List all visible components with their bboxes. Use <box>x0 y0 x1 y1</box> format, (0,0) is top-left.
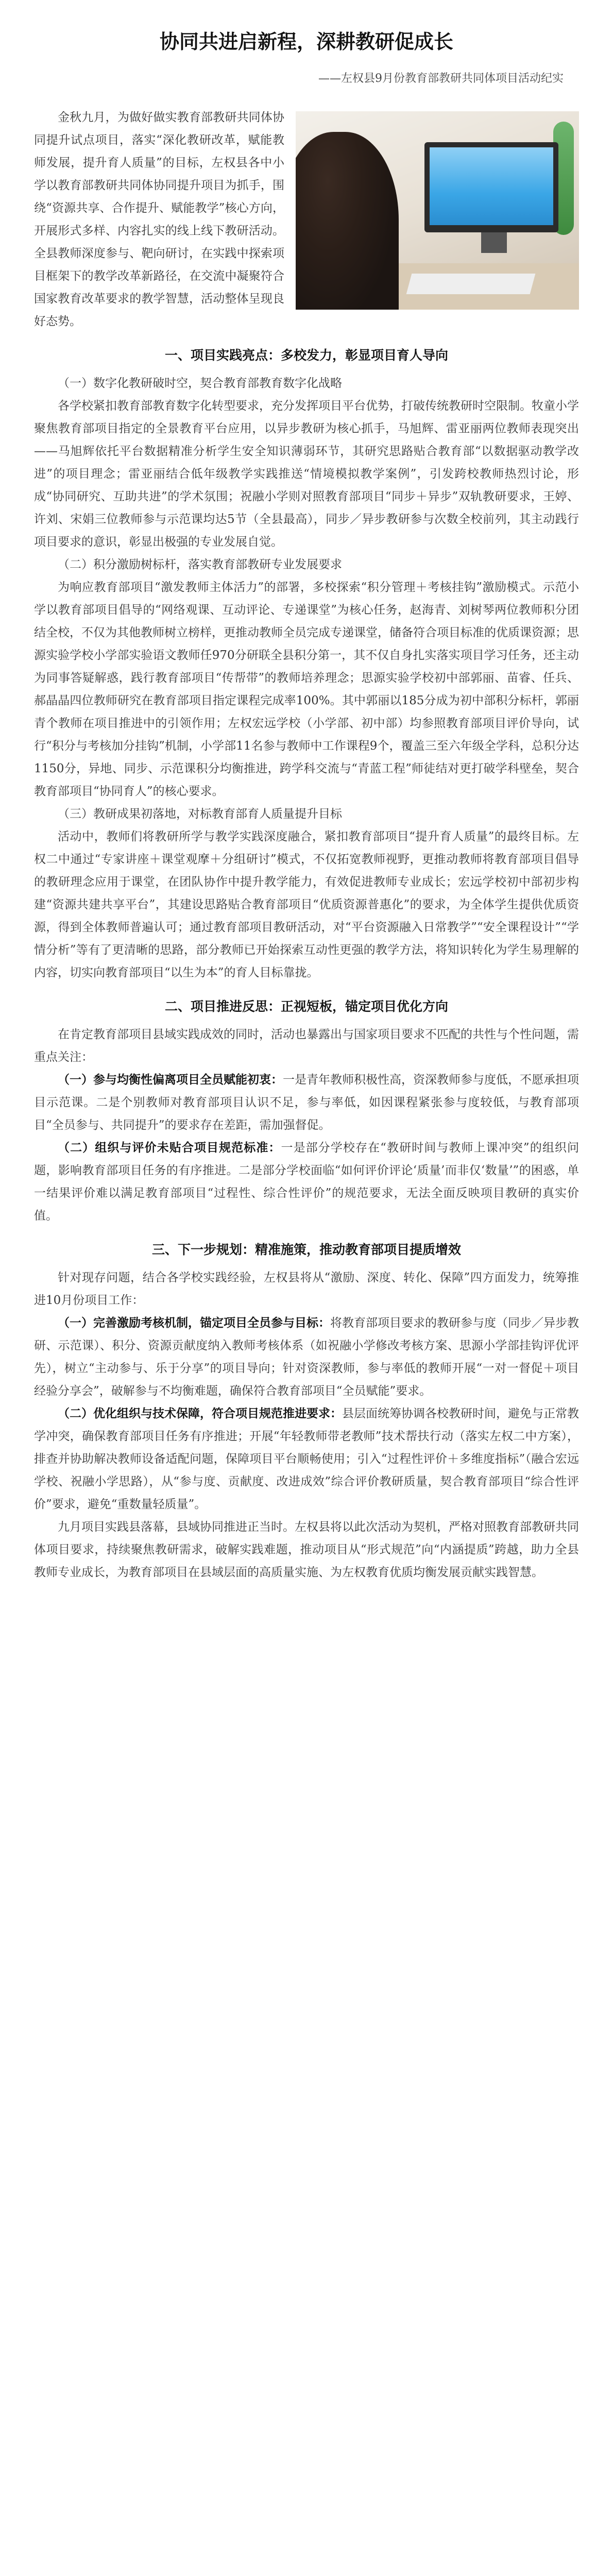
section1-paragraph3: 活动中，教师们将教研所学与教学实践深度融合，紧扣教育部项目“提升育人质量”的最终目标。左权二中通过“专家讲座＋课堂观摩＋分组研讨”模式，不仅拓宽教师视野，更推动教师将教育部项目倡导的教研理念应用于课堂，在团队协作中提升教学能力，有效促进教师专业成长；宏远学校初中部初步构建“资源共建共享平台”，其建设思路贴合教育部项目“优质资源普惠化”的要求，为全体学生提供优质资源，得到全体教师普遍认可；通过教育部项目教研活动，对“平台资源融入日常教学”“安全课程设计”“学情分析”等有了更清晰的思路，部分教师已开始探索互动性更强的教学方法，将知识转化为学生易理解的内容，切实向教育部项目“以生为本”的育人目标靠拢。 <box>34 830 579 979</box>
section1-sub1: （一）数字化教研破时空，契合教育部教育数字化战略 <box>58 377 342 390</box>
section1-sub2: （二）积分激励树标杆，落实教育部教研专业发展要求 <box>58 558 342 571</box>
monitor-shape <box>424 142 558 232</box>
section3-p2-text: 县层面统筹协调各校教研时间，避免与正常教学冲突，确保教育部项目任务有序推进；开展“年轻教师带老教师”技术帮扶行动（落实左权二中方案），排查并协助解决教师设备适配问题，保障项目平台顺畅使用；引入“过程性评价＋多维度指标”（融合宏远学校、祝融小学思路），从“参与度、贡献度、改进成效”综合评价教研质量，契合教育部项目“综合性评价”要求，避免“重数量轻质量”。 <box>34 1407 579 1511</box>
section1-sub3: （三）教研成果初落地，对标教育部育人质量提升目标 <box>58 807 342 821</box>
teacher-figure-shape <box>296 132 399 310</box>
article-subtitle: ——左权县9月份教育部教研共同体项目活动纪实 <box>318 72 564 85</box>
section3-p1-text: 将教育部项目要求的教研参与度（同步／异步教研、示范课）、积分、资源贡献度纳入教师考核体系（如祝融小学修改考核方案、思源小学部挂钩评优评先），树立“主动参与、乐于分享”的项目导向；针对资深教师，参与率低的教师开展“一对一督促＋项目经验分享会”，破解参与不均衡难题，确保符合教育部项目“全员赋能”要求。 <box>34 1316 579 1398</box>
section3-p1-label: （一）完善激励考核机制，锚定项目全员参与目标： <box>58 1316 330 1330</box>
section2-paragraph1 <box>34 1069 579 1137</box>
section1-heading: 一、项目实践亮点：多校发力，彰显项目育人导向 <box>164 348 448 363</box>
intro-section <box>34 106 579 333</box>
section2-intro: 在肯定教育部项目县域实践成效的同时，活动也暴露出与国家项目要求不匹配的共性与个性问题，需重点关注： <box>34 1028 579 1064</box>
section3-intro: 针对现存问题，结合各学校实践经验，左权县将从“激励、深度、转化、保障”四方面发力，统筹推进10月份项目工作： <box>34 1271 579 1307</box>
monitor-stand-shape <box>481 232 507 253</box>
screen-shape <box>430 147 553 225</box>
teacher-at-computer-photo <box>296 111 579 310</box>
section2-p1-label: （一）参与均衡性偏离项目全员赋能初衷： <box>58 1073 283 1087</box>
section2-p1-text: 一是青年教师积极性高，资深教师参与度低，不愿承担项目示范课。二是个别教师对教育部项目认识不足，参与率低，如因课程紧张参与度较低，与教育部项目“全员参与、共同提升”的要求存在差距，需加强督促。 <box>34 1073 579 1132</box>
keyboard-shape <box>406 274 536 294</box>
section3-heading: 三、下一步规划：精准施策，推动教育部项目提质增效 <box>151 1242 461 1257</box>
article-title: 协同共进启新程，深耕教研促成长 <box>159 30 453 53</box>
section3-p2-label: （二）优化组织与技术保障，符合项目规范推进要求： <box>58 1406 342 1420</box>
intro-paragraph: 金秋九月，为做好做实教育部教研共同体协同提升试点项目，落实“深化教研改革，赋能教师发展，提升育人质量”的目标，左权县各中小学以教育部教研共同体协同提升项目为抓手，围绕“资源共享、合作提升、赋能教学”核心方向，开展形式多样、内容扎实的线上线下教研活动。全县教师深度参与、靶向研讨，在实践中探索项目框架下的教学改革新路径，在交流中凝聚符合国家教育改革要求的教学智慧，活动整体呈现良好态势。 <box>34 111 284 328</box>
section1-paragraph1: 各学校紧扣教育部教育数字化转型要求，充分发挥项目平台优势，打破传统教研时空限制。牧童小学聚焦教育部项目指定的全景教育平台应用，以异步教研为核心抓手，马旭辉、雷亚丽两位教师表现突出——马旭辉依托平台数据精准分析学生安全知识薄弱环节，其研究思路贴合教育部“以数据驱动教学改进”的项目理念；雷亚丽结合低年级教学实践推送“情境模拟教学案例”，引发跨校教师热烈讨论，形成“协同研究、互助共进”的学术氛围；祝融小学则对照教育部项目“同步＋异步”双轨教研要求，王婷、许刘、宋娟三位教师参与示范课均达5节（全县最高），同步／异步教研参与次数全校前列，其主动践行项目要求的意识，彰显出极强的专业发展自觉。 <box>34 399 579 549</box>
section2-p2-label: （二）组织与评价未贴合项目规范标准： <box>58 1141 281 1155</box>
section1-paragraph2: 为响应教育部项目“激发教师主体活力”的部署，多校探索“积分管理＋考核挂钩”激励模式。示范小学以教育部项目倡导的“网络观课、互动评论、专递课堂”为核心任务，赵海青、刘树琴两位教师积分团结全校，不仅为其他教师树立榜样，更推动教师全员完成专递课堂，储备符合项目标准的优质课资源；思源实验学校小学部实验语文教师任970分研联全县积分第一，其不仅自身扎实落实项目学习任务，还主动为同事答疑解惑，践行教育部项目“传帮带”的教师培养理念；思源实验学校初中部郭丽、苗睿、任兵、郝晶晶四位教师研究在教育部项目指定课程完成率100%。其中郭丽以185分成为初中部积分标杆，郭丽青个教师在项目推进中的引领作用；左权宏远学校（小学部、初中部）均参照教育部项目评价导向，试行“积分与考核加分挂钩”机制，小学部11名参与教师中工作课程9个，覆盖三至六年级全学科，总积分达1150分，异地、同步、示范课积分均衡推进，跨学科交流与“青蓝工程”师徒结对更打破学科壁垒，契合教育部项目“协同育人”的核心要求。 <box>34 581 579 798</box>
section3-paragraph3: 九月项目实践县落幕，县域协同推进正当时。左权县将以此次活动为契机，严格对照教育部教研共同体项目要求，持续聚焦教研需求，破解实践难题，推动项目从“形式规范”向“内涵提质”跨越，助力全县教师专业成长，为教育部项目在县域层面的高质量实施、为左权教育优质均衡发展贡献实践智慧。 <box>34 1520 579 1579</box>
section2-heading: 二、项目推进反思：正视短板，锚定项目优化方向 <box>164 999 448 1014</box>
section2-p2-text: 一是部分学校存在“教研时间与教师上课冲突”的组织问题，影响教育部项目任务的有序推进。二是部分学校面临“如何评价评论‘质量’而非仅‘数量’”的困惑，单一结果评价难以满足教育部项目“过程性、综合性评价”的规范要求，无法全面反映项目教研的真实价值。 <box>34 1141 579 1223</box>
section3-paragraph1 <box>34 1312 579 1402</box>
section2-paragraph2 <box>34 1137 579 1227</box>
section3-paragraph2 <box>34 1402 579 1516</box>
